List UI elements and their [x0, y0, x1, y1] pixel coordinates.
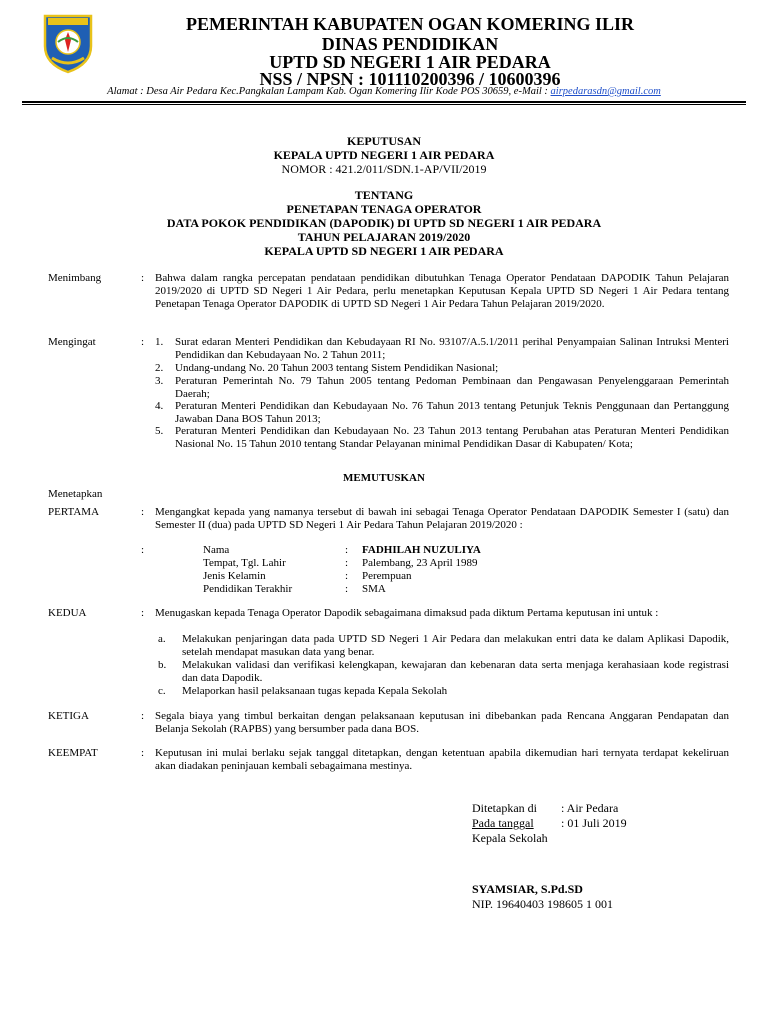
field-ttl-value: Palembang, 23 April 1989 — [362, 557, 478, 569]
menimbang-colon: : — [141, 272, 145, 284]
mengingat-item-2: Undang-undang No. 20 Tahun 2003 tentang Sistem Pendidikan Nasional; — [175, 362, 499, 374]
field-pendidikan-colon: : — [345, 583, 349, 595]
tanggal-label: Pada tanggal — [472, 816, 534, 830]
title-dapodik: DATA POKOK PENDIDIKAN (DAPODIK) DI UPTD SD NEGERI 1 AIR PEDARA — [166, 216, 602, 230]
field-pendidikan-value: SMA — [362, 583, 386, 595]
header-department: DINAS PENDIDIKAN — [321, 34, 499, 54]
title-kepala: KEPALA UPTD NEGERI 1 AIR PEDARA — [273, 148, 495, 162]
kedua-num-b: b. — [158, 659, 167, 671]
header-government: PEMERINTAH KABUPATEN OGAN KOMERING ILIR — [185, 14, 635, 34]
keempat-text: Keputusan ini mulai berlaku sejak tanggal ditetapkan, dengan ketentuan apabila dikemudian hari ternyata terdapat kekeliruan akan diadakan peninjauan kembali sebagaimana mestinya. — [155, 747, 729, 772]
field-jk-label: Jenis Kelamin — [203, 570, 266, 582]
field-ttl-colon: : — [345, 557, 349, 569]
ditetapkan-value: : Air Pedara — [561, 801, 619, 815]
kedua-item-b: Melakukan validasi dan verifikasi kelengkapan, kewajaran dan kebenaran data serta menjaga kerahasiaan kode registrasi dan data Dapodik. — [182, 659, 729, 684]
title-keputusan: KEPUTUSAN — [346, 134, 421, 148]
field-nama-label: Nama — [203, 544, 230, 556]
ketiga-colon: : — [141, 710, 145, 722]
ketiga-label: KETIGA — [48, 710, 89, 722]
header-rule-thick — [22, 101, 746, 103]
mengingat-item-5: Peraturan Menteri Pendidikan dan Kebudayaan No. 23 Tahun 2013 tentang Perubahan atas Peraturan Menteri Pendidikan Nasional No. 15 Tahun 2010 tentang Standar Pelayanan minimal Pendidikan Dasar di Kabupaten/ Kota; — [175, 425, 729, 450]
header-npsn: NSS / NPSN : 101110200396 / 10600396 — [259, 69, 561, 89]
field-ttl-label: Tempat, Tgl. Lahir — [203, 557, 286, 569]
mengingat-label: Mengingat — [48, 336, 96, 348]
mengingat-item-4: Peraturan Menteri Pendidikan dan Kebudayaan No. 76 Tahun 2013 tentang Petunjuk Teknis Penggunaan dan Pertanggung Jawaban Dana BOS Tahun 2013; — [175, 400, 729, 425]
field-jk-value: Perempuan — [362, 570, 412, 582]
mengingat-num-2: 2. — [155, 362, 164, 374]
header-address — [20, 86, 748, 97]
memutuskan-heading: MEMUTUSKAN — [343, 472, 425, 484]
kedua-num-c: c. — [158, 685, 166, 697]
kedua-colon: : — [141, 607, 145, 619]
header-school: UPTD SD NEGERI 1 AIR PEDARA — [269, 52, 551, 72]
jabatan: Kepala Sekolah — [472, 831, 548, 845]
header-rule-thin — [22, 104, 746, 105]
kedua-item-a: Melakukan penjaringan data pada UPTD SD Negeri 1 Air Pedara dan melakukan entri data ke dalam Aplikasi Dapodik, setelah mendapat masukan data yang benar. — [182, 633, 729, 658]
address-text: Alamat : Desa Air Pedara Kec.Pangkalan Lampam Kab. Ogan Komering Ilir Kode POS 30659, e-Mail : — [107, 86, 551, 97]
mengingat-item-1: Surat edaran Menteri Pendidikan dan Kebudayaan RI No. 93107/A.5.1/2011 perihal Penyampaian Salinan Intruksi Menteri Pendidikan dan Kebudayaan No. 2 Tahun 2011; — [175, 336, 729, 361]
kedua-text: Menugaskan kepada Tenaga Operator Dapodik sebagaimana dimaksud pada diktum Pertama keputusan ini untuk : — [155, 607, 659, 619]
field-jk-colon: : — [345, 570, 349, 582]
pertama-colon: : — [141, 506, 145, 518]
menimbang-text: Bahwa dalam rangka percepatan pendataan pendidikan dibutuhkan Tenaga Operator Pendataan DAPODIK Tahun Pelajaran 2019/2020 di UPTD SD Negeri 1 Air Pedara, perlu menetapkan Keputusan Kepala UPTD SD Negeri 1 Air Pedara tentang Penetapan Tenaga Operator DAPODIK di UPTD SD Negeri 1 Air Pedara Tahun Pelajaran 2019/2020. — [155, 272, 729, 310]
mengingat-num-4: 4. — [155, 400, 164, 412]
signatory-name: SYAMSIAR, S.Pd.SD — [472, 882, 583, 896]
tanggal-row — [472, 816, 638, 831]
mengingat-num-1: 1. — [155, 336, 164, 348]
ketiga-text: Segala biaya yang timbul berkaitan dengan pelaksanaan keputusan ini dibebankan pada Rencana Anggaran Pendapatan dan Belanja Sekolah (RAPBS) yang bersumber pada dana BOS. — [155, 710, 729, 735]
menetapkan-label: Menetapkan — [48, 488, 103, 500]
ditetapkan-label: Ditetapkan di — [472, 801, 537, 815]
tanggal-value: : 01 Juli 2019 — [561, 816, 627, 830]
mengingat-num-3: 3. — [155, 375, 164, 387]
pertama-label: PERTAMA — [48, 506, 100, 518]
title-tahun: TAHUN PELAJARAN 2019/2020 — [297, 230, 471, 244]
field-nama-value: FADHILAH NUZULIYA — [362, 544, 481, 556]
pertama-fields-colon: : — [141, 544, 145, 556]
menimbang-label: Menimbang — [48, 272, 102, 284]
email-link[interactable]: airpedarasdn@gmail.com — [550, 86, 661, 97]
mengingat-item-3: Peraturan Pemerintah No. 79 Tahun 2005 tentang Pedoman Pembinaan dan Pengawasan Penyelenggaraan Pemerintah Daerah; — [175, 375, 729, 400]
kedua-item-c: Melaporkan hasil pelaksanaan tugas kepada Kepala Sekolah — [182, 685, 448, 697]
field-nama-colon: : — [345, 544, 349, 556]
keempat-colon: : — [141, 747, 145, 759]
pertama-text: Mengangkat kepada yang namanya tersebut di bawah ini sebagai Tenaga Operator Pendataan DAPODIK Semester I (satu) dan Semester II (dua) pada UPTD SD Negeri 1 Air Pedara Tahun Pelajaran 2019/2020 : — [155, 506, 729, 531]
kedua-label: KEDUA — [48, 607, 87, 619]
title-kepala-uptd: KEPALA UPTD SD NEGERI 1 AIR PEDARA — [264, 244, 504, 258]
mengingat-colon: : — [141, 336, 145, 348]
title-tentang: TENTANG — [354, 188, 414, 202]
kedua-num-a: a. — [158, 633, 166, 645]
title-nomor: NOMOR : 421.2/011/SDN.1-AP/VII/2019 — [281, 162, 487, 176]
title-penetapan: PENETAPAN TENAGA OPERATOR — [286, 202, 482, 216]
signatory-nip: NIP. 19640403 198605 1 001 — [472, 897, 614, 911]
district-logo — [42, 12, 94, 74]
keempat-label: KEEMPAT — [48, 747, 98, 759]
field-pendidikan-label: Pendidikan Terakhir — [203, 583, 293, 595]
mengingat-num-5: 5. — [155, 425, 164, 437]
